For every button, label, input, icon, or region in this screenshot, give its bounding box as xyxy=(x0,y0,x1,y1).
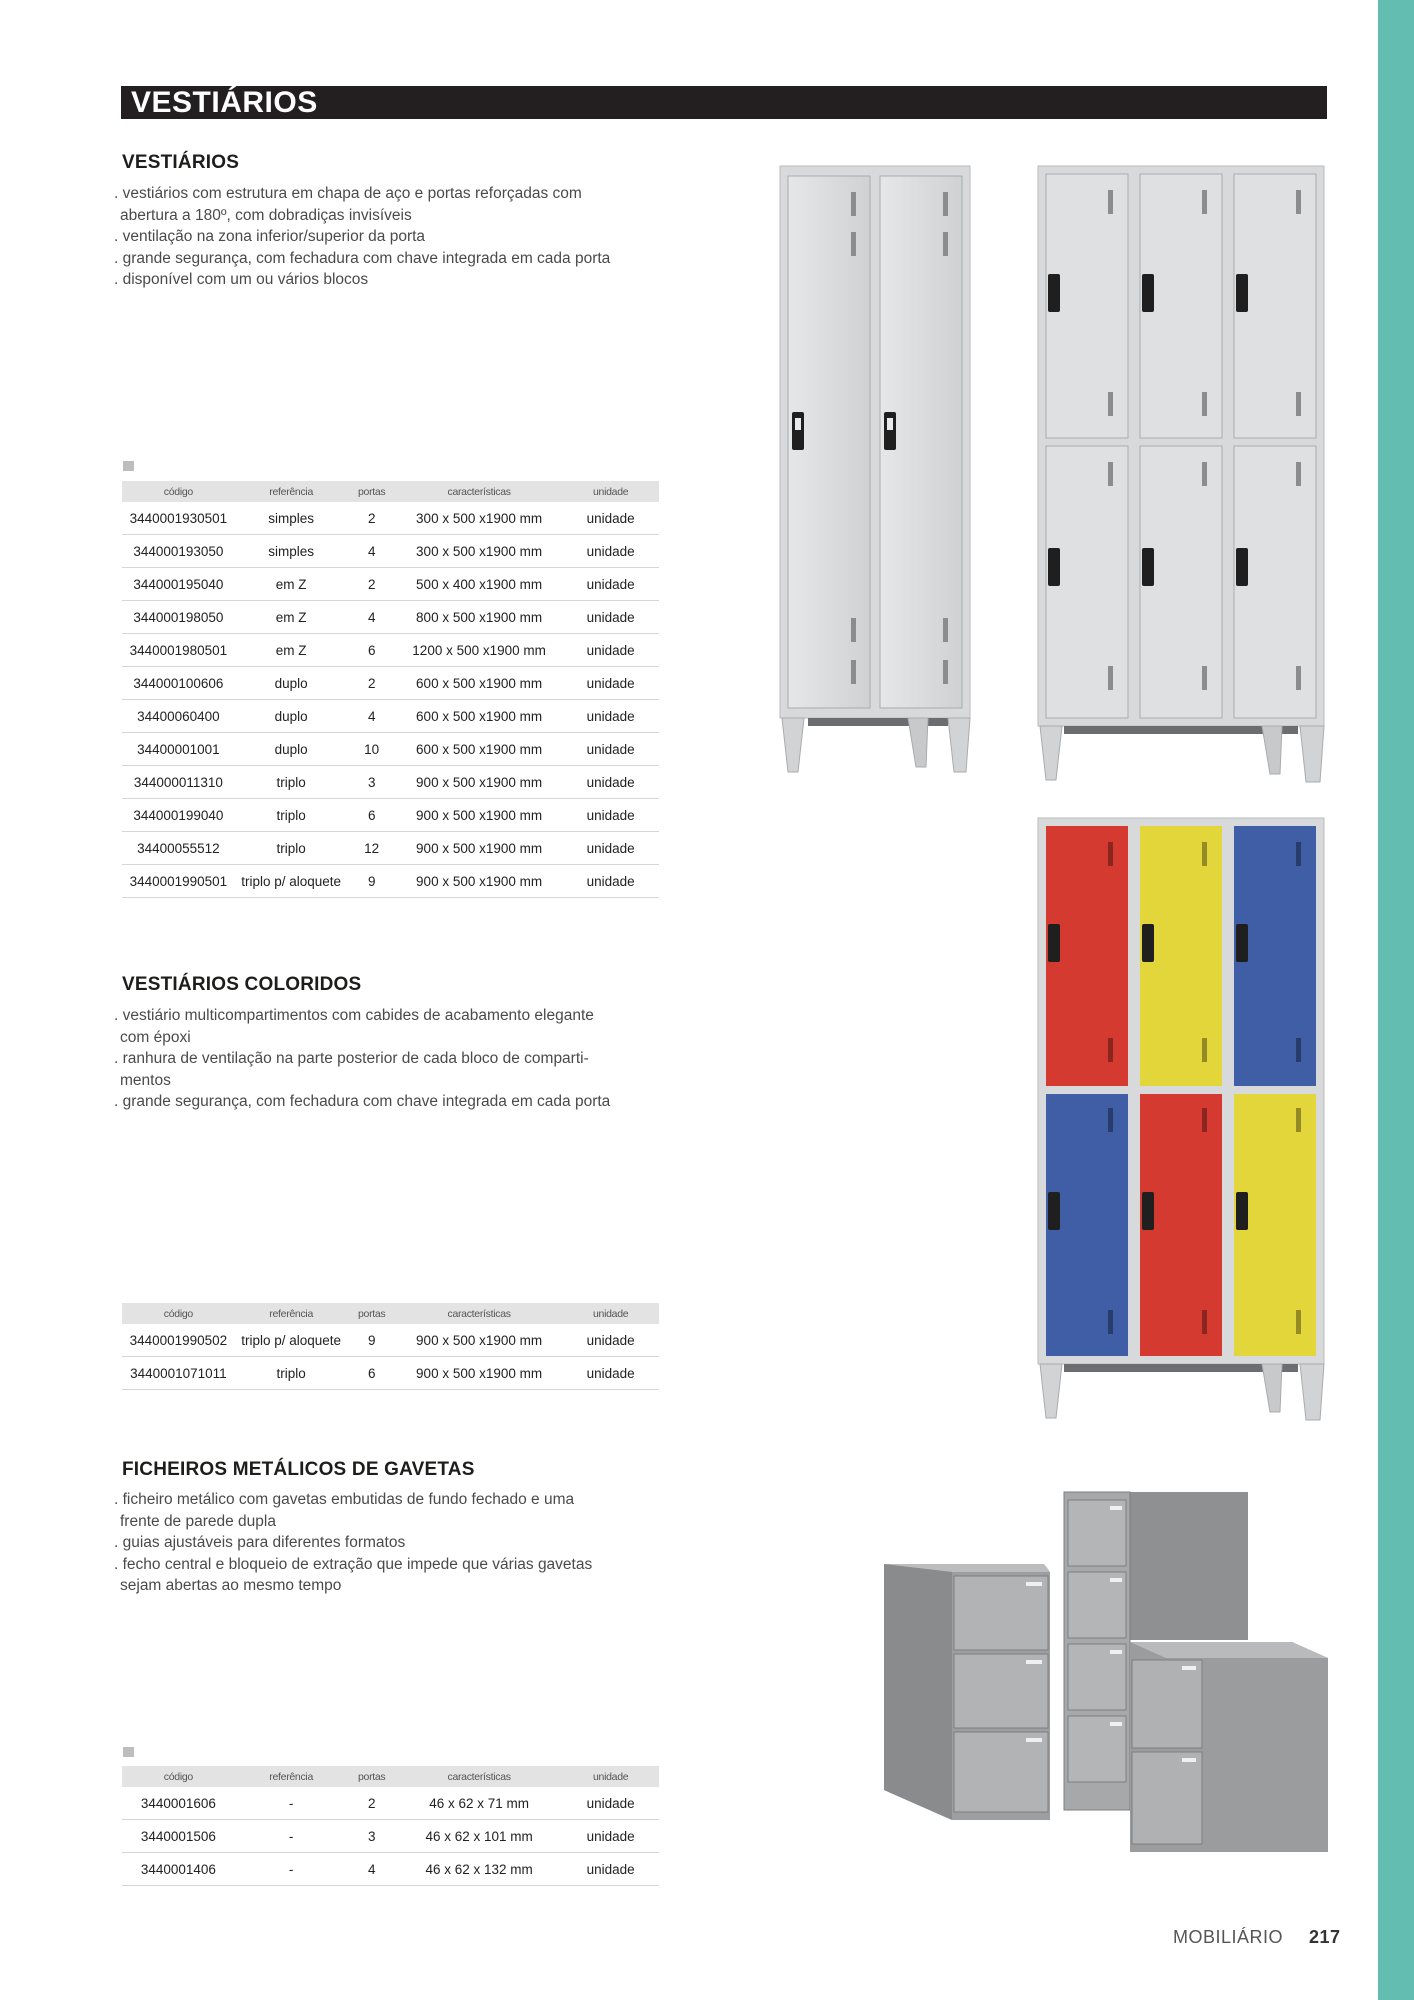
spec-table-coloridos xyxy=(122,1303,659,1390)
table-cell: 900 x 500 x1900 mm xyxy=(396,832,562,865)
column-header: referência xyxy=(235,481,348,502)
table-cell: unidade xyxy=(562,1787,659,1820)
description-line: . disponível com um ou vários blocos xyxy=(114,271,369,288)
table-cell: 6 xyxy=(348,1357,396,1390)
column-header: portas xyxy=(348,481,396,502)
table-cell: em Z xyxy=(235,601,348,634)
table-cell: unidade xyxy=(562,865,659,898)
table-row xyxy=(122,1324,659,1357)
table-cell: unidade xyxy=(562,766,659,799)
table-row xyxy=(122,568,659,601)
table-cell: 900 x 500 x1900 mm xyxy=(396,1357,562,1390)
table-cell: 3440001406 xyxy=(122,1853,235,1886)
table-marker xyxy=(123,461,134,471)
table-cell: unidade xyxy=(562,733,659,766)
table-row xyxy=(122,799,659,832)
table-cell: triplo xyxy=(235,1357,348,1390)
description-line: . grande segurança, com fechadura com chave integrada em cada porta xyxy=(114,249,611,267)
column-header: referência xyxy=(235,1766,348,1787)
table-cell: 3440001071011 xyxy=(122,1357,235,1390)
description-line: . guias ajustáveis para diferentes formatos xyxy=(114,1534,406,1551)
spec-table-ficheiros xyxy=(122,1766,659,1886)
table-cell: duplo xyxy=(235,733,348,766)
table-cell: 3 xyxy=(348,766,396,799)
table-cell: 600 x 500 x1900 mm xyxy=(396,700,562,733)
table-header-row xyxy=(122,481,659,502)
column-header: referência xyxy=(235,1303,348,1324)
table-row xyxy=(122,865,659,898)
table-cell: 34400001001 xyxy=(122,733,235,766)
table-cell: 344000011310 xyxy=(122,766,235,799)
page-header: VESTIÁRIOS xyxy=(121,86,1327,119)
table-cell: unidade xyxy=(562,568,659,601)
table-cell: 344000193050 xyxy=(122,535,235,568)
table-cell: unidade xyxy=(562,1820,659,1853)
table-cell: unidade xyxy=(562,667,659,700)
table-row xyxy=(122,832,659,865)
locker-6-door-image xyxy=(1036,162,1328,784)
table-cell: 344000199040 xyxy=(122,799,235,832)
column-header: código xyxy=(122,1303,235,1324)
description-line: sejam abertas ao mesmo tempo xyxy=(120,1577,342,1594)
page-number: 217 xyxy=(1309,1927,1341,1947)
table-cell: 300 x 500 x1900 mm xyxy=(396,535,562,568)
table-cell: 9 xyxy=(348,865,396,898)
table-cell: 4 xyxy=(348,601,396,634)
table-cell: 344000198050 xyxy=(122,601,235,634)
table-cell: 900 x 500 x1900 mm xyxy=(396,799,562,832)
description-line: . grande segurança, com fechadura com chave integrada em cada porta xyxy=(114,1093,611,1110)
table-cell: 46 x 62 x 71 mm xyxy=(396,1787,562,1820)
table-cell: unidade xyxy=(562,502,659,535)
table-cell: unidade xyxy=(562,1853,659,1886)
description-line: abertura a 180º, com dobradiças invisíveis xyxy=(120,206,412,224)
table-row xyxy=(122,502,659,535)
table-cell: 3440001606 xyxy=(122,1787,235,1820)
section-title-ficheiros: FICHEIROS METÁLICOS DE GAVETAS xyxy=(122,1459,475,1480)
table-cell: 34400055512 xyxy=(122,832,235,865)
table-cell: 300 x 500 x1900 mm xyxy=(396,502,562,535)
description-line: . ficheiro metálico com gavetas embutidas de fundo fechado e uma xyxy=(114,1491,575,1508)
table-cell: triplo xyxy=(235,799,348,832)
table-cell: 34400060400 xyxy=(122,700,235,733)
table-cell: 2 xyxy=(348,502,396,535)
table-row xyxy=(122,634,659,667)
table-row xyxy=(122,535,659,568)
table-cell: 900 x 500 x1900 mm xyxy=(396,1324,562,1357)
table-cell: duplo xyxy=(235,700,348,733)
table-cell: 4 xyxy=(348,535,396,568)
table-cell: triplo xyxy=(235,832,348,865)
table-cell: triplo p/ aloquete xyxy=(235,865,348,898)
table-cell: unidade xyxy=(562,1324,659,1357)
table-cell: em Z xyxy=(235,568,348,601)
table-cell: 3 xyxy=(348,1820,396,1853)
table-cell: 3440001990501 xyxy=(122,865,235,898)
table-cell: unidade xyxy=(562,799,659,832)
table-row xyxy=(122,766,659,799)
description-line: . vestiários com estrutura em chapa de aço e portas reforçadas com xyxy=(114,185,582,202)
table-cell: simples xyxy=(235,502,348,535)
column-header: características xyxy=(396,1303,562,1324)
table-cell: unidade xyxy=(562,832,659,865)
table-cell: 1200 x 500 x1900 mm xyxy=(396,634,562,667)
locker-2-door-image xyxy=(778,162,974,774)
table-header-row xyxy=(122,1766,659,1787)
table-cell: 500 x 400 x1900 mm xyxy=(396,568,562,601)
table-cell: unidade xyxy=(562,1357,659,1390)
locker-colored-image xyxy=(1036,816,1328,1422)
table-cell: 3440001990502 xyxy=(122,1324,235,1357)
table-cell: 600 x 500 x1900 mm xyxy=(396,667,562,700)
column-header: portas xyxy=(348,1303,396,1324)
table-cell: - xyxy=(235,1853,348,1886)
table-cell: 9 xyxy=(348,1324,396,1357)
description-line: frente de parede dupla xyxy=(120,1512,276,1530)
table-cell: 6 xyxy=(348,634,396,667)
table-cell: triplo xyxy=(235,766,348,799)
section-title-vestiarios-coloridos: VESTIÁRIOS COLORIDOS xyxy=(122,974,362,995)
description-line: . fecho central e bloqueio de extração que impede que várias gavetas xyxy=(114,1555,593,1573)
table-cell: 2 xyxy=(348,568,396,601)
table-row xyxy=(122,700,659,733)
column-header: portas xyxy=(348,1766,396,1787)
table-cell: unidade xyxy=(562,601,659,634)
table-marker xyxy=(123,1747,134,1757)
table-header-row xyxy=(122,1303,659,1324)
description-line: . ventilação na zona inferior/superior da porta xyxy=(114,228,426,245)
table-cell: 344000100606 xyxy=(122,667,235,700)
sidebar-accent-bar xyxy=(1378,0,1414,2000)
table-row xyxy=(122,1787,659,1820)
column-header: unidade xyxy=(562,1766,659,1787)
description-line: mentos xyxy=(120,1071,171,1089)
table-row xyxy=(122,733,659,766)
table-cell: unidade xyxy=(562,700,659,733)
column-header: características xyxy=(396,481,562,502)
table-cell: 900 x 500 x1900 mm xyxy=(396,865,562,898)
table-cell: 800 x 500 x1900 mm xyxy=(396,601,562,634)
column-header: características xyxy=(396,1766,562,1787)
table-cell: 4 xyxy=(348,1853,396,1886)
table-cell: 46 x 62 x 101 mm xyxy=(396,1820,562,1853)
table-cell: 900 x 500 x1900 mm xyxy=(396,766,562,799)
column-header: código xyxy=(122,481,235,502)
table-cell: 2 xyxy=(348,1787,396,1820)
spec-table-vestiarios xyxy=(122,481,659,898)
table-cell: 3440001980501 xyxy=(122,634,235,667)
section-description-vestiarios xyxy=(114,183,674,291)
table-row xyxy=(122,1820,659,1853)
table-row xyxy=(122,1357,659,1390)
section-description-coloridos xyxy=(114,1005,674,1113)
column-header: unidade xyxy=(562,481,659,502)
table-cell: 10 xyxy=(348,733,396,766)
table-cell: triplo p/ aloquete xyxy=(235,1324,348,1357)
table-cell: em Z xyxy=(235,634,348,667)
table-cell: 6 xyxy=(348,799,396,832)
filing-cabinets-image xyxy=(882,1490,1332,1860)
footer-section-label: MOBILIÁRIO xyxy=(1173,1927,1284,1947)
column-header: unidade xyxy=(562,1303,659,1324)
table-cell: 12 xyxy=(348,832,396,865)
table-cell: 600 x 500 x1900 mm xyxy=(396,733,562,766)
description-line: . vestiário multicompartimentos com cabides de acabamento elegante xyxy=(114,1007,594,1024)
table-cell: 3440001506 xyxy=(122,1820,235,1853)
table-row xyxy=(122,667,659,700)
description-line: com époxi xyxy=(120,1028,191,1046)
table-cell: - xyxy=(235,1787,348,1820)
table-cell: unidade xyxy=(562,535,659,568)
section-description-ficheiros xyxy=(114,1489,674,1597)
table-cell: 3440001930501 xyxy=(122,502,235,535)
table-cell: 344000195040 xyxy=(122,568,235,601)
table-cell: 46 x 62 x 132 mm xyxy=(396,1853,562,1886)
description-line: . ranhura de ventilação na parte posterior de cada bloco de comparti- xyxy=(114,1050,589,1067)
section-title-vestiarios: VESTIÁRIOS xyxy=(122,152,240,173)
table-cell: unidade xyxy=(562,634,659,667)
table-cell: 2 xyxy=(348,667,396,700)
table-row xyxy=(122,601,659,634)
table-cell: - xyxy=(235,1820,348,1853)
column-header: código xyxy=(122,1766,235,1787)
table-row xyxy=(122,1853,659,1886)
table-cell: duplo xyxy=(235,667,348,700)
table-cell: simples xyxy=(235,535,348,568)
table-cell: 4 xyxy=(348,700,396,733)
